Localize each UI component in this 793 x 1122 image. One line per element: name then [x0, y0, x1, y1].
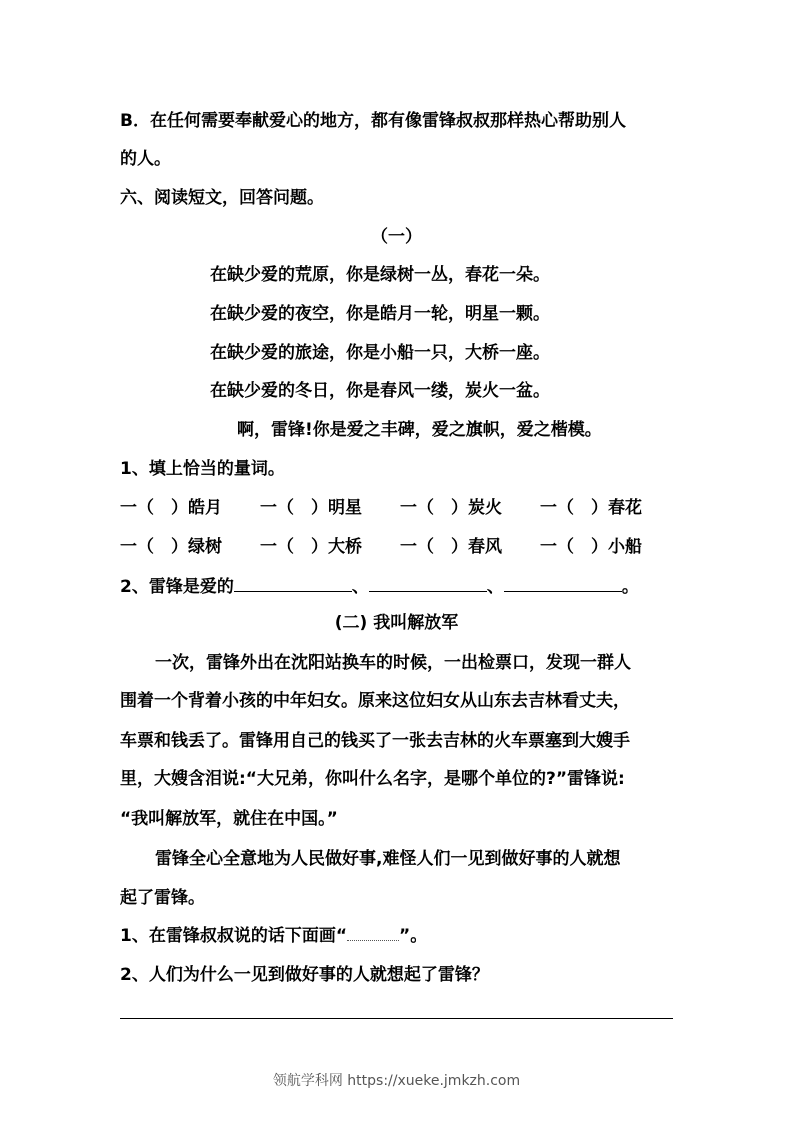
answer-blank[interactable] — [369, 575, 487, 592]
answer-blank[interactable] — [234, 575, 352, 592]
part2-question-1 — [120, 925, 427, 947]
question-text: 1、在雷锋叔叔说的话下面画“ — [120, 926, 348, 946]
paragraph-line: 里，大嫂含泪说:“大兄弟，你叫什么名字，是哪个单位的?”雷锋说: — [120, 769, 625, 789]
question-text: 2、雷锋是爱的 — [120, 577, 234, 597]
fill-item[interactable]: 一（ ）绿树 — [120, 537, 222, 557]
part2-title: (二) 我叫解放军 — [334, 613, 459, 633]
fill-item[interactable]: 一（ ）小船 — [540, 537, 642, 557]
measure-word-row-1 — [120, 497, 680, 519]
question-2 — [120, 575, 639, 598]
fill-item[interactable]: 一（ ）大桥 — [260, 537, 362, 557]
paragraph-line: 一次，雷锋外出在沈阳站换车的时候，一出检票口，发现一群人 — [155, 653, 631, 673]
poem-line: 在缺少爱的旅途，你是小船一只，大桥一座。 — [210, 343, 550, 363]
poem-line: 啊，雷锋!你是爱之丰碑，爱之旗帜，爱之楷模。 — [237, 420, 602, 440]
separator: 、 — [351, 577, 369, 597]
answer-line[interactable] — [120, 1018, 673, 1019]
option-b-line1: B．在任何需要奉献爱心的地方，都有像雷锋叔叔那样热心帮助别人 — [120, 111, 626, 131]
paragraph-line: 起了雷锋。 — [120, 888, 205, 908]
poem-line: 在缺少爱的夜空，你是皓月一轮，明星一颗。 — [210, 304, 550, 324]
paragraph-line: 围着一个背着小孩的中年妇女。原来这位妇女从山东去吉林看丈夫， — [120, 691, 630, 711]
separator: 、 — [486, 577, 504, 597]
question-1: 1、填上恰当的量词。 — [120, 459, 285, 479]
fill-item[interactable]: 一（ ）春花 — [540, 498, 642, 518]
poem-line: 在缺少爱的荒原，你是绿树一丛，春花一朵。 — [210, 265, 550, 285]
question-text: ”。 — [399, 926, 428, 946]
part1-title: （一） — [371, 227, 422, 247]
measure-word-row-2 — [120, 536, 680, 558]
answer-blank[interactable] — [504, 575, 622, 592]
option-b-line2: 的人。 — [120, 149, 171, 169]
paragraph-line: “我叫解放军，就住在中国。” — [120, 809, 338, 829]
section-heading: 六、阅读短文，回答问题。 — [120, 188, 324, 208]
fill-item[interactable]: 一（ ）明星 — [260, 498, 362, 518]
footer-watermark: 领航学科网 https://xueke.jmkzh.com — [272, 1073, 521, 1089]
fill-item[interactable]: 一（ ）春风 — [400, 537, 502, 557]
part2-question-2: 2、人们为什么一见到做好事的人就想起了雷锋？ — [120, 965, 489, 985]
wavy-underline-sample — [347, 926, 399, 941]
fill-item[interactable]: 一（ ）炭火 — [400, 498, 502, 518]
poem-line: 在缺少爱的冬日，你是春风一缕，炭火一盆。 — [210, 381, 550, 401]
fill-item[interactable]: 一（ ）皓月 — [120, 498, 222, 518]
paragraph-line: 雷锋全心全意地为人民做好事,难怪人们一见到做好事的人就想 — [155, 849, 621, 869]
period: 。 — [621, 577, 639, 597]
paragraph-line: 车票和钱丢了。雷锋用自己的钱买了一张去吉林的火车票塞到大嫂手 — [120, 731, 630, 751]
